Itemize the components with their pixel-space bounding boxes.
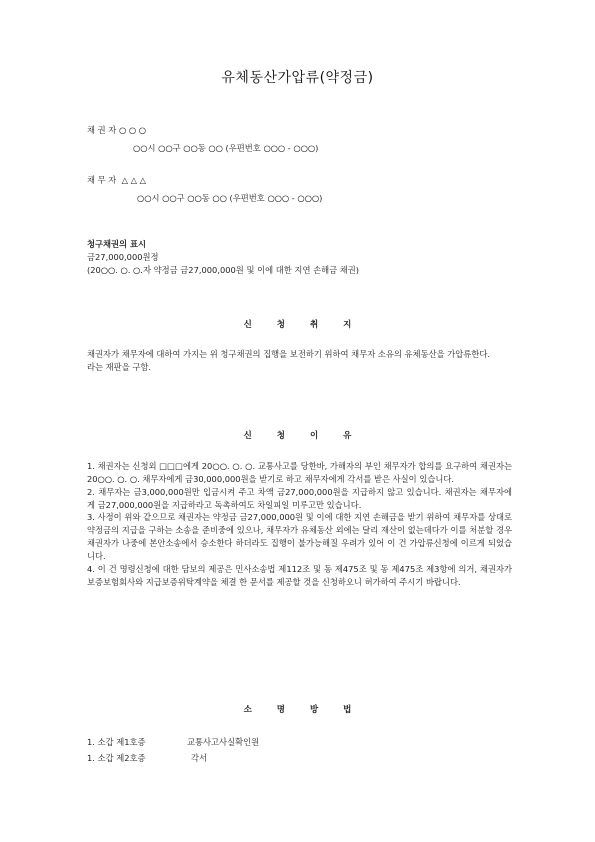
purpose-text: 채권자가 채무자에 대하여 가지는 위 청구채권의 집행을 보전하기 위하여 채무자 소유의 유체동산을 가압류한다. [87,349,490,359]
evidence-heading: 소 명 방 법 [243,705,352,715]
reasons-heading: 신 청 이 유 [243,431,352,441]
evidence-row [87,736,512,749]
debtor-block [87,174,512,205]
reason-item: 2. 채무자는 금3,000,000원만 입금시켜 주고 차액 금27,000,000원을 지급하지 않고 있습니다. 채권자는 채무자에게 금27,000,000원을 지급하라고 독촉하여도 차일피일 미루고만 있습니다. [87,486,512,510]
creditor-label: 채 권 자 [87,125,117,135]
evidence-value: 각서 [191,752,208,763]
claim-heading: 청구채권의 표시 [87,239,146,249]
reason-item: 1. 채권자는 신청외 □□□에게 20○○. ○. ○. 교통사고를 당한바, 가해자의 부인 채무자가 합의를 요구하여 채권자는 20○○. ○. ○. 채무자에게 금30,000,000원을 받기로 하고 채무자에게 각서를 받은 사실이 있습니다. [87,461,512,484]
evidence-block [87,736,512,765]
document-title: 유체동산가압류(약정금) [221,70,374,86]
claim-amount: 금27,000,000원정 [87,251,159,262]
reason-item: 3. 사정이 위와 같으므로 채권자는 약정금 금27,000,000원 및 이에 대한 지연 손해금을 받기 위하여 채무자를 상대로 약정금의 지급을 구하는 소송을 준비중에 있으나, 채무자가 유체동산 외에는 달리 재산이 없는데다가 이를 처분할 경우 채권자가 나중에 본안소송에서 승소한다 하더라도 집행이 불가능해질 우려가 있어 이 건 가압류신청에 이르게 되었습니다. [87,512,512,562]
evidence-value: 교통사고사실확인원 [187,737,260,747]
creditor-line [87,124,512,137]
debtor-line [87,174,512,187]
creditor-name: ○ ○ ○ [118,125,146,135]
purpose-block [87,348,512,374]
evidence-label: 1. 소갑 제1호증 [87,737,146,747]
creditor-address: ○○시 ○○구 ○○동 ○○ (우편번호 ○○○ - ○○○) [133,142,319,153]
claim-detail: (20○○. ○. ○.자 약정금 금27,000,000원 및 이에 대한 지연 손해금 채권) [87,264,360,275]
reason-item: 4. 이 건 명령신청에 대한 담보의 제공은 민사소송법 제112조 및 동 제475조 및 동 제475조 제3항에 의거, 채권자가 보증보험회사와 지급보증위탁계약을 체결 한 문서를 제공할 것을 신청하오니 허가하여 주시기 바랍니다. [87,563,512,587]
reasons-block [87,460,512,589]
purpose-heading: 신 청 취 지 [243,320,352,330]
purpose-closing: 라는 재판을 구함. [87,361,152,372]
debtor-name: △ △ △ [121,175,147,185]
creditor-block [87,124,512,155]
claim-block [87,238,512,277]
evidence-label: 1. 소갑 제2호증 [87,752,146,763]
debtor-label: 채 무 자 [87,175,117,185]
debtor-address: ○○시 ○○구 ○○동 ○○ (우편번호 ○○○ - ○○○) [137,192,323,203]
evidence-row [87,752,512,765]
